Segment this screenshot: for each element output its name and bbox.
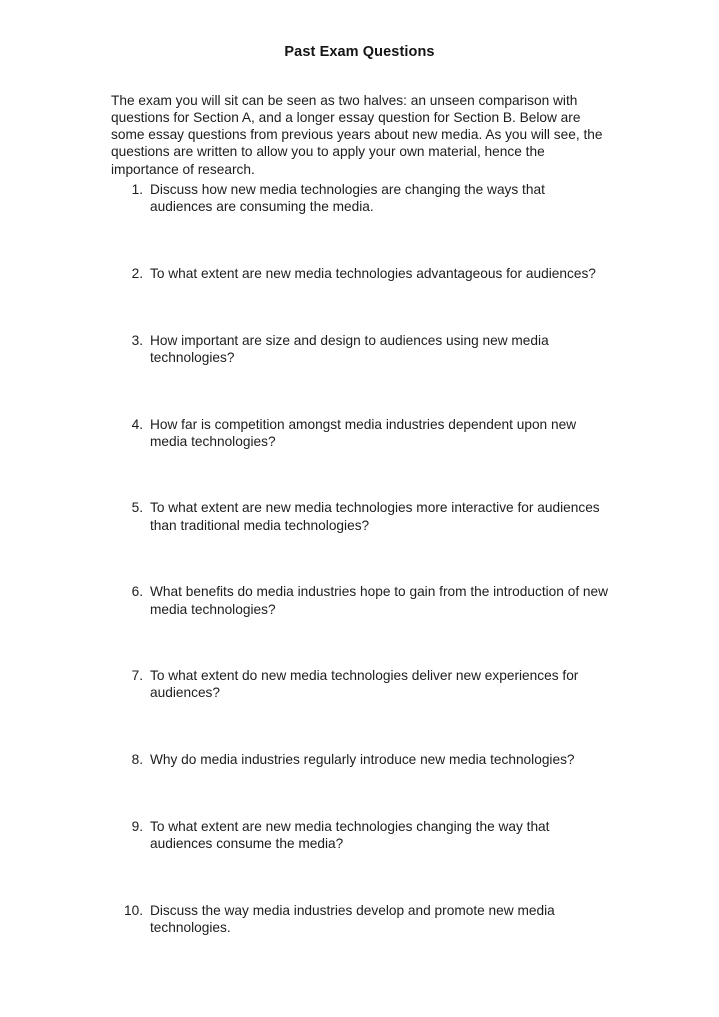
list-item-number: 5.	[131, 500, 143, 516]
list-item	[111, 667, 611, 701]
list-item-number: 10.	[123, 902, 143, 918]
list-item-text: How important are size and design to audiences using new media technologies?	[150, 332, 549, 365]
list-item-text: Discuss the way media industries develop and promote new media technologies.	[150, 902, 555, 935]
list-item-text: To what extent are new media technologies advantageous for audiences?	[150, 265, 596, 281]
list-item	[111, 902, 611, 936]
list-item-text: To what extent are new media technologies more interactive for audiences than traditional media technologies?	[150, 500, 600, 533]
list-item	[111, 818, 611, 852]
list-item	[111, 751, 611, 768]
list-item-text: To what extent are new media technologies changing the way that audiences consume the media?	[150, 818, 550, 852]
list-item	[111, 583, 611, 617]
list-item-number: 6.	[131, 584, 143, 600]
intro-paragraph: The exam you will sit can be seen as two halves: an unseen comparison with questions for Section A, and a longer essay question for Section B. Below are some essay questions from previous years about new media. As you will see, the questions are written to allow you to apply your own material, hence the importance of research.	[111, 92, 603, 177]
list-item-number: 7.	[131, 668, 143, 684]
list-item	[111, 265, 611, 282]
list-item-text: Discuss how new media technologies are changing the ways that audiences are consuming the media.	[150, 182, 545, 215]
list-item-text: What benefits do media industries hope to gain from the introduction of new media technologies?	[150, 584, 609, 617]
list-item-text: To what extent do new media technologies deliver new experiences for audiences?	[150, 668, 579, 701]
list-item	[111, 181, 611, 215]
list-item-number: 1.	[131, 182, 143, 197]
list-item	[111, 416, 611, 450]
list-item-text: How far is competition amongst media industries dependent upon new media technologies?	[150, 416, 577, 449]
list-item-number: 3.	[131, 332, 143, 348]
list-item-number: 9.	[131, 818, 143, 834]
question-list	[111, 181, 611, 936]
page-title: Past Exam Questions	[284, 44, 435, 60]
list-item-text: Why do media industries regularly introduce new media technologies?	[150, 752, 575, 768]
list-item	[111, 332, 611, 366]
list-item	[111, 499, 611, 533]
list-item-number: 4.	[131, 416, 143, 432]
list-item-number: 8.	[131, 752, 143, 768]
list-item-number: 2.	[131, 265, 143, 281]
